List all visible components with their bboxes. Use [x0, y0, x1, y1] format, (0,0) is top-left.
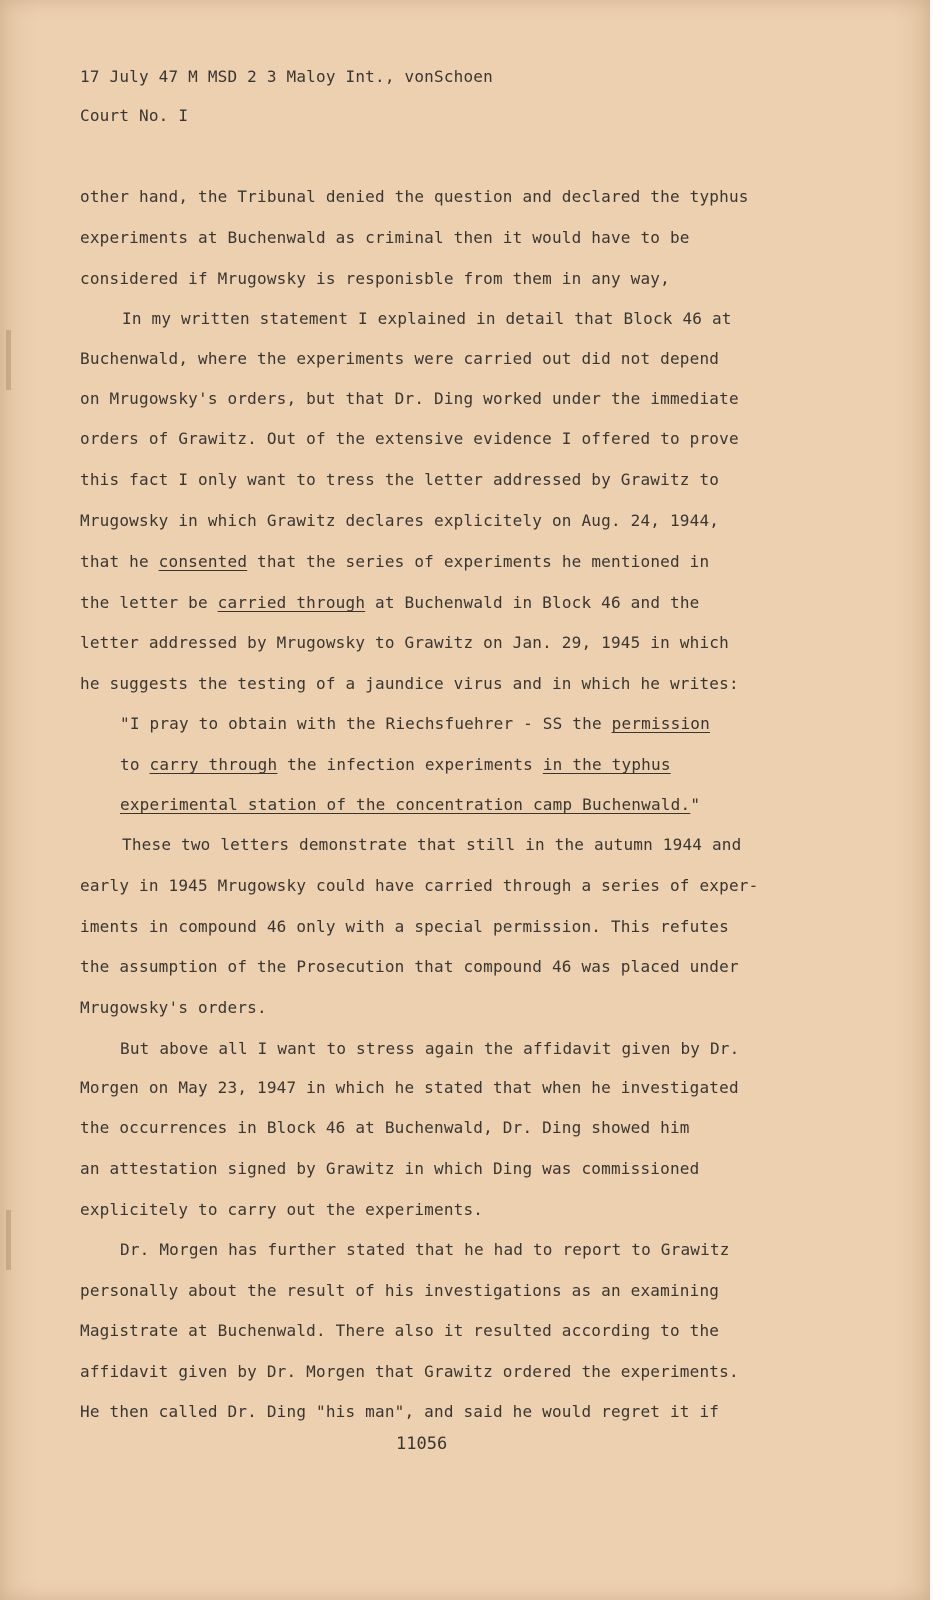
page-edge-mark	[6, 330, 11, 390]
text-line: In my written statement I explained in detail that Block 46 at	[122, 309, 732, 328]
text-segment: to	[120, 755, 150, 774]
text-line: explicitely to carry out the experiments.	[80, 1200, 484, 1219]
underlined-text: carry through	[149, 755, 278, 774]
page-edge-mark	[6, 1210, 11, 1270]
text-line: But above all I want to stress again the affidavit given by Dr.	[120, 1039, 740, 1058]
text-line: an attestation signed by Grawitz in which Ding was commissioned	[80, 1159, 700, 1178]
text-segment: that the series of experiments he mentioned in	[247, 552, 710, 571]
quotation-line	[120, 714, 710, 733]
text-line	[80, 552, 709, 571]
text-segment: at Buchenwald in Block 46 and the	[365, 593, 700, 612]
text-segment: "	[690, 795, 701, 814]
text-line: Magistrate at Buchenwald. There also it resulted according to the	[80, 1321, 720, 1340]
text-line: other hand, the Tribunal denied the question and declared the typhus	[80, 187, 749, 206]
quotation-line	[120, 795, 700, 814]
text-line: Morgen on May 23, 1947 in which he stated that when he investigated	[80, 1078, 739, 1097]
text-line: the occurrences in Block 46 at Buchenwald, Dr. Ding showed him	[80, 1118, 690, 1137]
text-line: this fact I only want to tress the letter addressed by Grawitz to	[80, 470, 720, 489]
text-line: considered if Mrugowsky is responisble from them in any way,	[80, 269, 670, 288]
text-line: iments in compound 46 only with a special permission. This refutes	[80, 917, 729, 936]
document-reference: 17 July 47 M MSD 2 3 Maloy Int., vonSchoen	[80, 67, 493, 86]
text-segment: "I pray to obtain with the Riechsfuehrer - SS the	[120, 714, 612, 733]
text-segment: that he	[80, 552, 159, 571]
underlined-text: carried through	[217, 593, 366, 612]
text-line: Mrugowsky's orders.	[80, 998, 267, 1017]
underlined-text: in the typhus	[542, 755, 671, 774]
text-line: the assumption of the Prosecution that compound 46 was placed under	[80, 957, 739, 976]
text-line: He then called Dr. Ding "his man", and said he would regret it if	[80, 1402, 720, 1421]
page-number: 11056	[396, 1434, 448, 1454]
text-line: orders of Grawitz. Out of the extensive evidence I offered to prove	[80, 429, 739, 448]
underlined-text: experimental station of the concentration camp Buchenwald.	[120, 795, 691, 814]
text-line: These two letters demonstrate that still in the autumn 1944 and	[122, 835, 742, 854]
text-line: Buchenwald, where the experiments were carried out did not depend	[80, 349, 720, 368]
text-line: affidavit given by Dr. Morgen that Grawitz ordered the experiments.	[80, 1362, 739, 1381]
text-line: on Mrugowsky's orders, but that Dr. Ding worked under the immediate	[80, 389, 739, 408]
text-line: experiments at Buchenwald as criminal then it would have to be	[80, 228, 690, 247]
underlined-text: consented	[158, 552, 248, 571]
text-line: he suggests the testing of a jaundice virus and in which he writes:	[80, 674, 739, 693]
text-segment: the infection experiments	[277, 755, 543, 774]
court-number: Court No. I	[80, 106, 189, 125]
text-line: Mrugowsky in which Grawitz declares explicitely on Aug. 24, 1944,	[80, 511, 720, 530]
underlined-text: permission	[611, 714, 710, 733]
text-line: Dr. Morgen has further stated that he had to report to Grawitz	[120, 1240, 730, 1259]
text-line: early in 1945 Mrugowsky could have carried through a series of exper-	[80, 876, 759, 895]
text-line	[80, 593, 700, 612]
text-line: personally about the result of his investigations as an examining	[80, 1281, 720, 1300]
text-line: letter addressed by Mrugowsky to Grawitz on Jan. 29, 1945 in which	[80, 633, 729, 652]
quotation-line	[120, 755, 671, 774]
text-segment: the letter be	[80, 593, 218, 612]
